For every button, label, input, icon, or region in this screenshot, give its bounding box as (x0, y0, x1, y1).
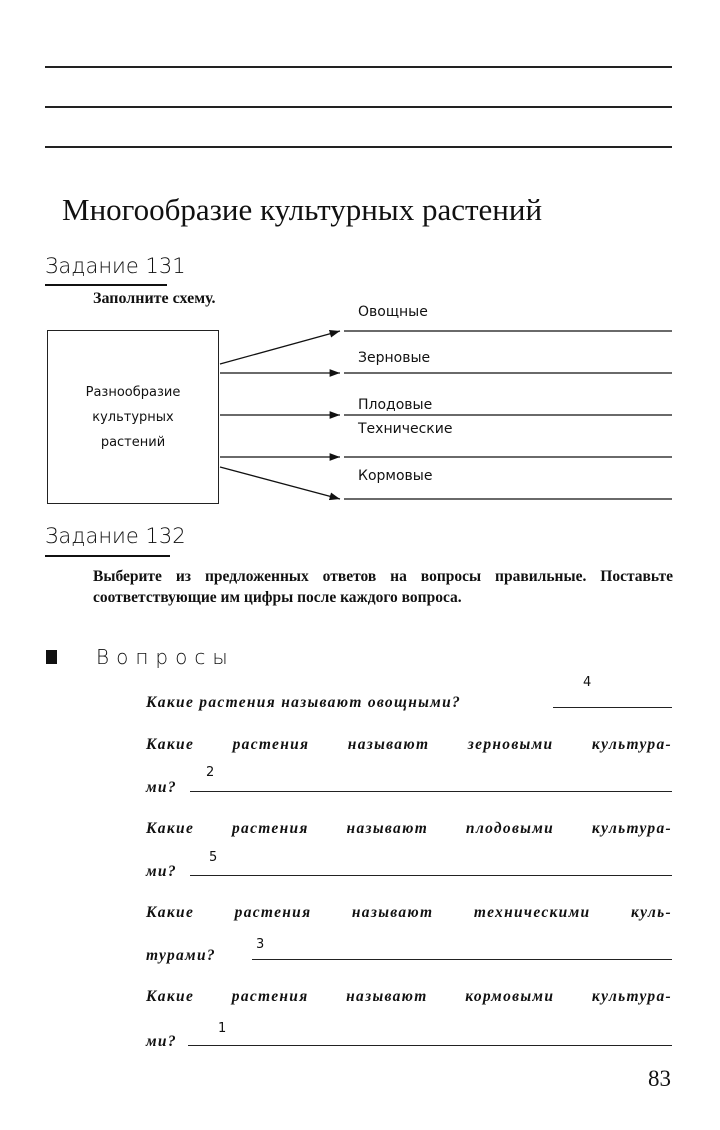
branch-label: Овощные (358, 304, 428, 320)
questions-heading: Вопросы (96, 645, 235, 669)
task-131-instruction: Заполните схему. (93, 290, 216, 307)
question-text: Какие растения называют плодовыми культура- (146, 820, 672, 837)
page-number: 83 (648, 1066, 671, 1091)
task-131-label: Задание 131 (45, 254, 186, 278)
branch-label: Технические (358, 421, 453, 437)
answer-value[interactable]: 5 (209, 850, 218, 865)
answer-value[interactable]: 2 (206, 765, 215, 780)
arrow (220, 467, 340, 499)
question-text: Какие растения называют кормовыми культура- (146, 988, 672, 1005)
task-underline (45, 555, 170, 557)
task-132-label: Задание 132 (45, 524, 186, 548)
answer-line (553, 707, 672, 708)
question-text: Какие растения называют техническими куль- (146, 904, 672, 921)
answer-line (188, 1045, 672, 1046)
question-text: Какие растения называют овощными? (146, 694, 462, 711)
answer-value[interactable]: 3 (256, 937, 265, 952)
task-132-instruction: Выберите из предложенных ответов на вопросы правильные. Поставьте соответствующие им цифры после каждого вопроса. (93, 568, 673, 606)
bullet-square-icon (46, 650, 57, 664)
page-title: Многообразие культурных растений (62, 192, 543, 227)
question-text: Какие растения называют зерновыми культура- (146, 736, 672, 753)
answer-line (190, 875, 672, 876)
scheme-center-box: Разнообразие культурных растений (47, 330, 219, 504)
question-text-cont: ми? (146, 1033, 177, 1050)
arrow (220, 331, 340, 364)
branch-label: Зерновые (358, 350, 431, 366)
question-text-cont: ми? (146, 779, 177, 796)
question-text-cont: турами? (146, 947, 216, 964)
branch-label: Кормовые (358, 468, 433, 484)
question-text-cont: ми? (146, 863, 177, 880)
answer-line (252, 959, 672, 960)
answer-value[interactable]: 4 (583, 675, 592, 690)
answer-line (190, 791, 672, 792)
answer-value[interactable]: 1 (218, 1021, 227, 1036)
branch-label: Плодовые (358, 397, 433, 413)
